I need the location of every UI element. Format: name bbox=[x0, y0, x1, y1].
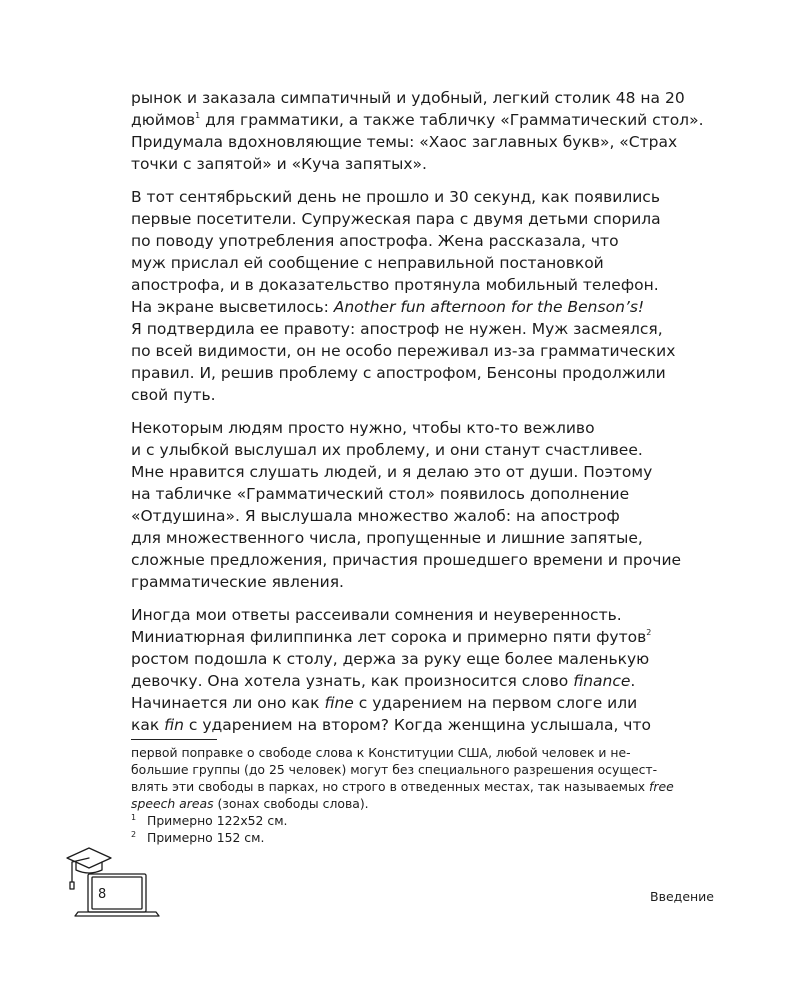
text-run: Некоторым людям просто нужно, чтобы кто-то вежливо bbox=[131, 419, 595, 437]
footnote-continuation-line bbox=[131, 778, 721, 795]
text-line bbox=[131, 549, 721, 571]
text-run: для грамматики, а также табличку «Грамматический стол». bbox=[200, 111, 704, 129]
text-line bbox=[131, 714, 721, 736]
text-run: большие группы (до 25 человек) могут без специального разрешения осущест- bbox=[131, 762, 658, 777]
text-run: муж прислал ей сообщение с неправильной постановкой bbox=[131, 254, 604, 272]
text-line bbox=[131, 296, 721, 318]
text-run: с ударением на первом слоге или bbox=[353, 694, 638, 712]
text-run: дюймов bbox=[131, 111, 196, 129]
text-run: Я подтвердила ее правоту: апостроф не нужен. Муж засмеялся, bbox=[131, 320, 663, 338]
text-line bbox=[131, 648, 721, 670]
footnote: 1 Примерно 122х52 см. bbox=[131, 813, 288, 828]
text-line bbox=[131, 153, 721, 175]
text-run: по поводу употребления апострофа. Жена рассказала, что bbox=[131, 232, 619, 250]
text-run: по всей видимости, он не особо переживал из-за грамматических bbox=[131, 342, 676, 360]
text-line bbox=[131, 483, 721, 505]
page-number: 8 bbox=[98, 887, 107, 902]
italic-text: free bbox=[649, 779, 674, 794]
text-line bbox=[131, 571, 721, 593]
text-run: сложные предложения, причастия прошедшего времени и прочие bbox=[131, 551, 682, 569]
body-text bbox=[131, 87, 721, 747]
running-title: Введение bbox=[650, 889, 714, 904]
text-run: Начинается ли оно как bbox=[131, 694, 325, 712]
text-line bbox=[131, 527, 721, 549]
text-run: точки с запятой» и «Куча запятых». bbox=[131, 155, 427, 173]
text-run: свой путь. bbox=[131, 386, 216, 404]
text-run: для множественного числа, пропущенные и лишние запятые, bbox=[131, 529, 643, 547]
footnote-ref: 2 bbox=[646, 628, 652, 637]
text-line bbox=[131, 604, 721, 626]
text-line bbox=[131, 626, 721, 648]
footnote-ref: 1 bbox=[195, 111, 201, 120]
text-line bbox=[131, 318, 721, 340]
text-line bbox=[131, 417, 721, 439]
footnote-rule bbox=[131, 739, 217, 740]
text-run: Мне нравится слушать людей, и я делаю это от души. Поэтому bbox=[131, 463, 653, 481]
text-line bbox=[131, 87, 721, 109]
italic-text: fin bbox=[164, 716, 184, 734]
text-run: апострофа, и в доказательство протянула мобильный телефон. bbox=[131, 276, 659, 294]
text-run: первой поправке о свободе слова к Конституции США, любой человек и не- bbox=[131, 745, 631, 760]
footnote-continuation-line bbox=[131, 795, 721, 812]
laptop-with-graduation-cap-icon bbox=[64, 836, 166, 920]
text-run: ростом подошла к столу, держа за руку еще более маленькую bbox=[131, 650, 650, 668]
text-line bbox=[131, 670, 721, 692]
text-run: как bbox=[131, 716, 165, 734]
text-run: Придумала вдохновляющие темы: «Хаос заглавных букв», «Страх bbox=[131, 133, 678, 151]
italic-text: Another fun afternoon for the Benson’s! bbox=[333, 298, 645, 316]
footnote-text: Примерно 152 см. bbox=[147, 830, 265, 845]
text-run: правил. И, решив проблему с апострофом, Бенсоны продолжили bbox=[131, 364, 666, 382]
paragraph bbox=[131, 417, 721, 593]
text-run: с ударением на втором? Когда женщина услышала, что bbox=[184, 716, 651, 734]
text-run: «Отдушина». Я выслушала множество жалоб: на апостроф bbox=[131, 507, 620, 525]
italic-text: finance bbox=[573, 672, 631, 690]
text-line bbox=[131, 505, 721, 527]
text-run: на табличке «Грамматический стол» появилось дополнение bbox=[131, 485, 630, 503]
text-line bbox=[131, 109, 721, 131]
footnote-continuation-line bbox=[131, 761, 721, 778]
text-run: рынок и заказала симпатичный и удобный, легкий столик 48 на 20 bbox=[131, 89, 685, 107]
text-run: (зонах свободы слова). bbox=[213, 796, 369, 811]
text-line bbox=[131, 362, 721, 384]
text-line bbox=[131, 252, 721, 274]
text-run: и с улыбкой выслушал их проблему, и они станут счастливее. bbox=[131, 441, 643, 459]
paragraph bbox=[131, 186, 721, 406]
text-line bbox=[131, 230, 721, 252]
text-line bbox=[131, 186, 721, 208]
paragraph bbox=[131, 604, 721, 736]
italic-text: speech areas bbox=[131, 796, 214, 811]
text-line bbox=[131, 461, 721, 483]
text-run: влять эти свободы в парках, но строго в отведенных местах, так называемых bbox=[131, 779, 649, 794]
text-line bbox=[131, 274, 721, 296]
text-line bbox=[131, 340, 721, 362]
text-run: первые посетители. Супружеская пара с двумя детьми спорила bbox=[131, 210, 661, 228]
footnote-text: Примерно 122х52 см. bbox=[147, 813, 288, 828]
text-run: девочку. Она хотела узнать, как произносится слово bbox=[131, 672, 574, 690]
footnote-continuation-line bbox=[131, 744, 721, 761]
paragraph bbox=[131, 87, 721, 175]
text-run: Миниатюрная филиппинка лет сорока и примерно пяти футов bbox=[131, 628, 647, 646]
footnote: 2 Примерно 152 см. bbox=[131, 830, 265, 845]
text-run: грамматические явления. bbox=[131, 573, 344, 591]
text-line bbox=[131, 439, 721, 461]
text-run: Иногда мои ответы рассеивали сомнения и неуверенность. bbox=[131, 606, 622, 624]
text-line bbox=[131, 131, 721, 153]
text-line bbox=[131, 692, 721, 714]
text-run: В тот сентябрьский день не прошло и 30 секунд, как появились bbox=[131, 188, 660, 206]
text-line bbox=[131, 208, 721, 230]
text-run: На экране высветилось: bbox=[131, 298, 334, 316]
text-line bbox=[131, 384, 721, 406]
text-run: . bbox=[630, 672, 636, 690]
footnotes bbox=[131, 744, 721, 846]
italic-text: fine bbox=[324, 694, 354, 712]
